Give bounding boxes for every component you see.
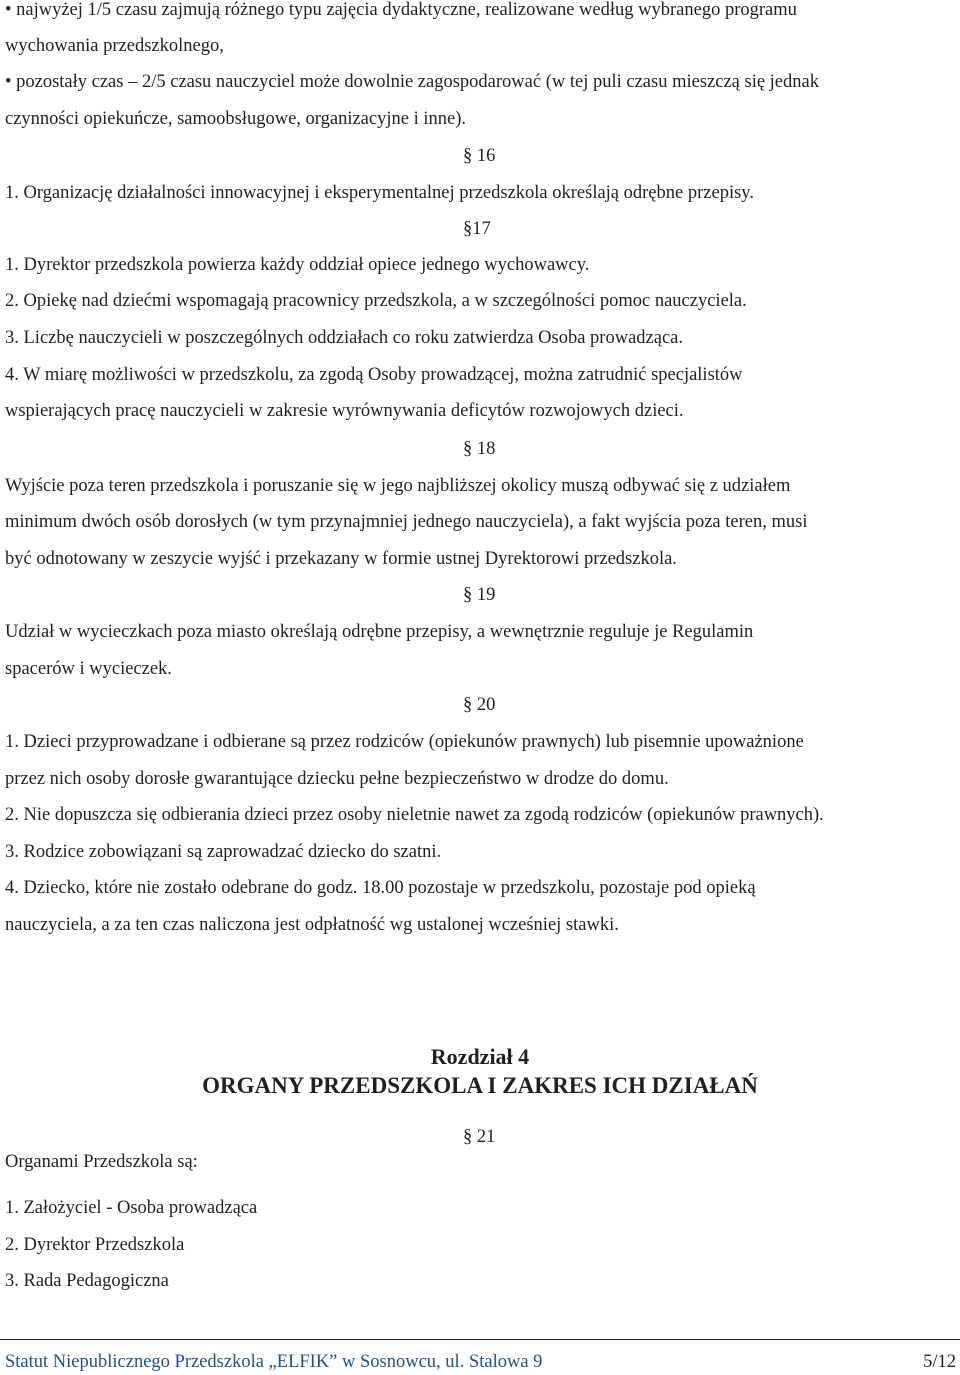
chapter-title: ORGANY PRZEDSZKOLA I ZAKRES ICH DZIAŁAŃ xyxy=(202,1073,758,1098)
section-heading-18: § 18 xyxy=(463,439,496,459)
paragraph-line: nauczyciela, a za ten czas naliczona jest odpłatność wg ustalonej wcześniej stawki. xyxy=(5,915,619,935)
paragraph-line: przez nich osoby dorosłe gwarantujące dziecku pełne bezpieczeństwo w drodze do domu. xyxy=(5,769,669,789)
paragraph-line: 4. W miarę możliwości w przedszkolu, za zgodą Osoby prowadzącej, można zatrudnić specjalistów xyxy=(5,365,743,385)
paragraph-line: 2. Nie dopuszcza się odbierania dzieci przez osoby nieletnie nawet za zgodą rodziców (opiekunów prawnych). xyxy=(5,805,824,825)
paragraph-line: 3. Liczbę nauczycieli w poszczególnych oddziałach co roku zatwierdza Osoba prowadząca. xyxy=(5,328,684,348)
section-heading-20: § 20 xyxy=(463,695,496,715)
paragraph-line: Udział w wycieczkach poza miasto określają odrębne przepisy, a wewnętrznie reguluje je Regulamin xyxy=(5,622,754,642)
section-heading-17: §17 xyxy=(463,219,491,239)
bullet-line: • pozostały czas – 2/5 czasu nauczyciel może dowolnie zagospodarować (w tej puli czasu mieszczą się jednak xyxy=(5,72,819,92)
section-heading-19: § 19 xyxy=(463,585,496,605)
section-heading-16: § 16 xyxy=(463,146,496,166)
chapter-number: Rozdział 4 xyxy=(430,1044,530,1069)
paragraph-line: spacerów i wycieczek. xyxy=(5,659,172,679)
bullet-line: • najwyżej 1/5 czasu zajmują różnego typu zajęcia dydaktyczne, realizowane według wybranego programu xyxy=(5,0,797,20)
list-item: 2. Dyrektor Przedszkola xyxy=(5,1235,185,1255)
paragraph-line: 1. Dzieci przyprowadzane i odbierane są przez rodziców (opiekunów prawnych) lub pisemnie upoważnione xyxy=(5,732,804,752)
list-item: 3. Rada Pedagogiczna xyxy=(5,1271,169,1291)
paragraph-line: 1. Dyrektor przedszkola powierza każdy oddział opiece jednego wychowawcy. xyxy=(5,255,590,275)
page-number: 5/12 xyxy=(923,1352,956,1372)
paragraph-line: być odnotowany w zeszycie wyjść i przekazany w formie ustnej Dyrektorowi przedszkola. xyxy=(5,549,677,569)
list-item: 1. Założyciel - Osoba prowadząca xyxy=(5,1198,258,1218)
paragraph-line: 3. Rodzice zobowiązani są zaprowadzać dziecko do szatni. xyxy=(5,842,442,862)
footer-rule xyxy=(0,1339,960,1340)
paragraph-line: Organami Przedszkola są: xyxy=(5,1152,198,1172)
paragraph-line: minimum dwóch osób dorosłych (w tym przynajmniej jednego nauczyciela), a fakt wyjścia poza teren, musi xyxy=(5,512,808,532)
bullet-line: czynności opiekuńcze, samoobsługowe, organizacyjne i inne). xyxy=(5,109,466,129)
bullet-line: wychowania przedszkolnego, xyxy=(5,36,224,56)
paragraph-line: wspierających pracę nauczycieli w zakresie wyrównywania deficytów rozwojowych dzieci. xyxy=(5,401,684,421)
paragraph-line: Wyjście poza teren przedszkola i poruszanie się w jego najbliższej okolicy muszą odbywać się z udziałem xyxy=(5,476,791,496)
paragraph-line: 2. Opiekę nad dziećmi wspomagają pracownicy przedszkola, a w szczególności pomoc nauczyciela. xyxy=(5,291,747,311)
footer-title: Statut Niepublicznego Przedszkola „ELFIK” w Sosnowcu, ul. Stalowa 9 xyxy=(5,1352,543,1372)
paragraph-line: 4. Dziecko, które nie zostało odebrane do godz. 18.00 pozostaje w przedszkolu, pozostaje pod opieką xyxy=(5,878,756,898)
paragraph-line: 1. Organizację działalności innowacyjnej i eksperymentalnej przedszkola określają odrębne przepisy. xyxy=(5,183,754,203)
section-heading-21: § 21 xyxy=(463,1127,496,1147)
